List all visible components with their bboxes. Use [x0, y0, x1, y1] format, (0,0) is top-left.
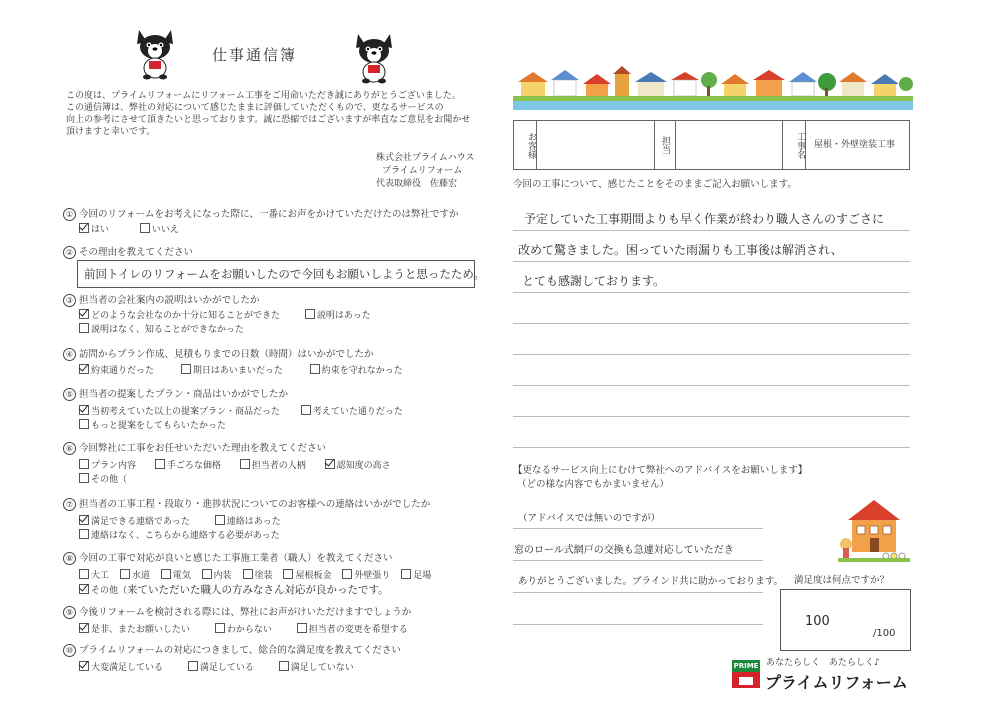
question-text: 担当者の提案したプラン・商品はいかがでしたか [79, 389, 289, 400]
staff-label: 担当 [654, 121, 676, 169]
option-label: 約束を守れなかった [321, 366, 403, 376]
option-label: いいえ [151, 225, 179, 235]
checkbox[interactable] [79, 584, 89, 594]
work-name: 屋根・外壁塗装工事 [814, 140, 896, 150]
question-10 [63, 644, 401, 657]
option-label: 考えていた通りだった [312, 407, 403, 417]
q8-other [79, 582, 389, 597]
checkbox[interactable] [79, 473, 89, 483]
question-number: ⑦ [63, 498, 76, 511]
option-label: 内装 [213, 571, 232, 581]
page-title: 仕事通信簿 [212, 46, 298, 64]
option-label: 手ごろな価格 [166, 461, 221, 471]
question-number: ④ [63, 348, 76, 361]
score-value: 100 [805, 614, 830, 629]
question-1 [63, 208, 459, 221]
checkbox[interactable] [79, 223, 89, 233]
question-text: 今回のリフォームをお考えになった際に、一番にお声をかけていただけたのは弊社ですか [79, 209, 459, 220]
score-prompt: 満足度は何点ですか？ [794, 575, 890, 586]
option-label: どのような会社なのか十分に知ることができた [91, 311, 281, 321]
checkbox[interactable] [215, 623, 225, 633]
feedback-line: とても感謝しております。 [522, 274, 666, 288]
q10-options [79, 660, 354, 673]
option-label: 水道 [131, 571, 150, 581]
option-label: 連絡はなく、こちらから連絡する必要があった [91, 531, 280, 541]
q5-options-row1 [79, 404, 403, 417]
question-number: ③ [63, 294, 76, 307]
advice-title: 【更なるサービス向上にむけて弊社へのアドバイスをお願いします】 [513, 465, 808, 476]
checkbox[interactable] [342, 569, 352, 579]
handwritten-answer: 来ていただいた職人の方みなさん対応が良かったです。 [127, 584, 389, 596]
checkbox[interactable] [401, 569, 411, 579]
question-text: 今回弊社に工事をお任せいただいた理由を教えてください [79, 443, 327, 454]
question-number: ① [63, 208, 76, 221]
option-label: プラン内容 [91, 461, 137, 471]
advice-subtitle: （どの様な内容でもかまいません） [517, 479, 670, 490]
option-label: 外壁張り [354, 571, 391, 581]
representative: 代表取締役 佐藤宏 [376, 179, 458, 189]
checkbox[interactable] [279, 661, 289, 671]
q6-options-row2 [79, 472, 127, 485]
checkbox[interactable] [79, 623, 89, 633]
option-label: 是非、またお願いしたい [91, 625, 191, 635]
q3-options-row1 [79, 308, 371, 321]
question-4 [63, 348, 374, 361]
feedback-line: 予定していた工事期間よりも早く作業が終わり職人さんのすごさに [524, 212, 885, 226]
checkbox[interactable] [140, 223, 150, 233]
question-number: ⑤ [63, 388, 76, 401]
checkbox[interactable] [155, 459, 165, 469]
question-2 [63, 246, 193, 259]
checkbox[interactable] [79, 364, 89, 374]
advice-line: （アドバイスでは無いのですが） [518, 513, 661, 524]
option-label: 期日はあいまいだった [192, 366, 283, 376]
question-6 [63, 442, 326, 455]
footer-logo-text: プライムリフォーム [765, 673, 908, 692]
q7-options-row2 [79, 528, 280, 541]
question-3 [63, 294, 260, 307]
q7-options-row1 [79, 514, 281, 527]
q2-answer-box[interactable] [77, 260, 485, 288]
checkbox[interactable] [161, 569, 171, 579]
option-label: 約束通りだった [91, 366, 155, 376]
option-label: 塗装 [254, 571, 273, 581]
option-label: 担当者の変更を希望する [308, 625, 408, 635]
option-label: 屋根板金 [295, 571, 332, 581]
option-label: 電気 [172, 571, 191, 581]
intro-line: 向上の参考にさせて頂きたいと思っております。誠に恐縮ではございますが率直なご意見をお聞かせ [66, 115, 471, 125]
option-label: 満足できる連絡であった [91, 517, 190, 527]
checkbox[interactable] [283, 569, 293, 579]
checkbox[interactable] [240, 459, 250, 469]
q5-options-row2 [79, 418, 226, 431]
q4-options [79, 363, 403, 376]
footer-tagline: あなたらしく あたらしく♪ [766, 658, 880, 668]
logo-small-text: PRIME [733, 662, 759, 670]
option-label: 連絡はあった [226, 517, 281, 527]
option-label: 満足している [199, 663, 254, 673]
checkbox[interactable] [79, 309, 89, 319]
q8-options [79, 568, 431, 581]
checkbox[interactable] [202, 569, 212, 579]
intro-line: 頂けますと幸いです。 [66, 127, 156, 137]
question-7 [63, 498, 430, 511]
question-text: 担当者の会社案内の説明はいかがでしたか [79, 295, 260, 306]
option-label: わからない [226, 625, 272, 635]
question-number: ⑥ [63, 442, 76, 455]
checkbox[interactable] [79, 661, 89, 671]
option-label: その他（ [91, 475, 128, 485]
checkbox[interactable] [79, 405, 89, 415]
checkbox[interactable] [79, 323, 89, 333]
checkbox[interactable] [120, 569, 130, 579]
checkbox[interactable] [325, 459, 335, 469]
advice-line: 窓のロール式網戸の交換も急遽対応していただき [514, 545, 734, 556]
question-9 [63, 606, 411, 619]
score-box[interactable] [780, 589, 911, 651]
feedback-line: 改めて驚きました。困っていた雨漏りも工事後は解消され、 [518, 243, 843, 257]
dog-mascot-left-icon [133, 28, 177, 80]
advice-line: ありがとうございました。ブラインド共に助かっております。 [518, 576, 783, 587]
checkbox[interactable] [79, 515, 89, 525]
q6-options-row1 [79, 458, 391, 471]
option-label: その他（ [91, 586, 128, 596]
option-label: 認知度の高さ [336, 461, 391, 471]
intro-text [66, 90, 470, 138]
question-number: ⑧ [63, 552, 76, 565]
customer-label: お客様 [514, 121, 537, 169]
option-label: もっと提案をしてもらいたかった [91, 421, 227, 431]
score-max: /100 [873, 628, 896, 639]
checkbox[interactable] [79, 459, 89, 469]
checkbox[interactable] [188, 661, 198, 671]
question-number: ⑩ [63, 644, 76, 657]
question-number: ⑨ [63, 606, 76, 619]
checkbox[interactable] [79, 529, 89, 539]
option-label: 足場 [413, 571, 432, 581]
q1-options [79, 222, 179, 235]
question-text: その理由を教えてください [79, 247, 194, 258]
option-label: 説明はなく、知ることができなかった [91, 325, 244, 335]
handwritten-answer: 前回トイレのリフォームをお願いしたので今回もお願いしようと思ったため。 [84, 267, 485, 281]
checkbox[interactable] [79, 569, 89, 579]
option-label: はい [91, 225, 110, 235]
option-label: 説明はあった [316, 311, 371, 321]
company-name: 株式会社プライムハウス [376, 153, 475, 163]
intro-line: この度は、プライムリフォームにリフォーム工事をご用命いただき誠にありがとうございました。 [66, 91, 461, 101]
checkbox[interactable] [310, 364, 320, 374]
question-text: 訪問からプラン作成、見積もりまでの日数（時間）はいかがでしたか [79, 349, 374, 360]
question-text: 今回の工事で対応が良いと感じた工事施工業者（職人）を教えてください [79, 553, 393, 564]
option-label: 当初考えていた以上の提案プラン・商品だった [91, 407, 281, 417]
intro-line: この通信簿は、弊社の対応について感じたままに評価していただくもので、更なるサービスの [66, 103, 444, 113]
question-text: 担当者の工事工程・段取り・進捗状況についてのお客様への連絡はいかがでしたか [79, 499, 431, 510]
question-text: プライムリフォームの対応につきまして、総合的な満足度を教えてください [79, 645, 401, 656]
option-label: 大変満足している [91, 663, 164, 673]
info-table [513, 120, 910, 170]
q3-options-row2 [79, 322, 244, 335]
question-5 [63, 388, 288, 401]
checkbox[interactable] [181, 364, 191, 374]
question-number: ② [63, 246, 76, 259]
question-text: 今後リフォームを検討される際には、弊社にお声がけいただけますでしょうか [79, 607, 412, 618]
question-8 [63, 552, 393, 565]
checkbox[interactable] [215, 515, 225, 525]
checkbox[interactable] [297, 623, 307, 633]
option-label: 大工 [91, 571, 110, 581]
checkbox[interactable] [243, 569, 253, 579]
brand-name: プライムリフォーム [382, 166, 463, 176]
q9-options [79, 622, 408, 635]
feedback-prompt: 今回の工事について、感じたことをそのままご記入お願いします。 [513, 179, 797, 190]
work-label: 工事名 [782, 121, 806, 169]
prime-logo-icon [732, 660, 760, 688]
checkbox[interactable] [305, 309, 315, 319]
dog-mascot-right-icon [352, 32, 396, 84]
option-label: 担当者の人柄 [251, 461, 306, 471]
checkbox[interactable] [79, 419, 89, 429]
checkbox[interactable] [301, 405, 311, 415]
house-illustration-icon [838, 494, 910, 566]
town-illustration-icon [513, 66, 913, 110]
option-label: 満足していない [290, 663, 354, 673]
